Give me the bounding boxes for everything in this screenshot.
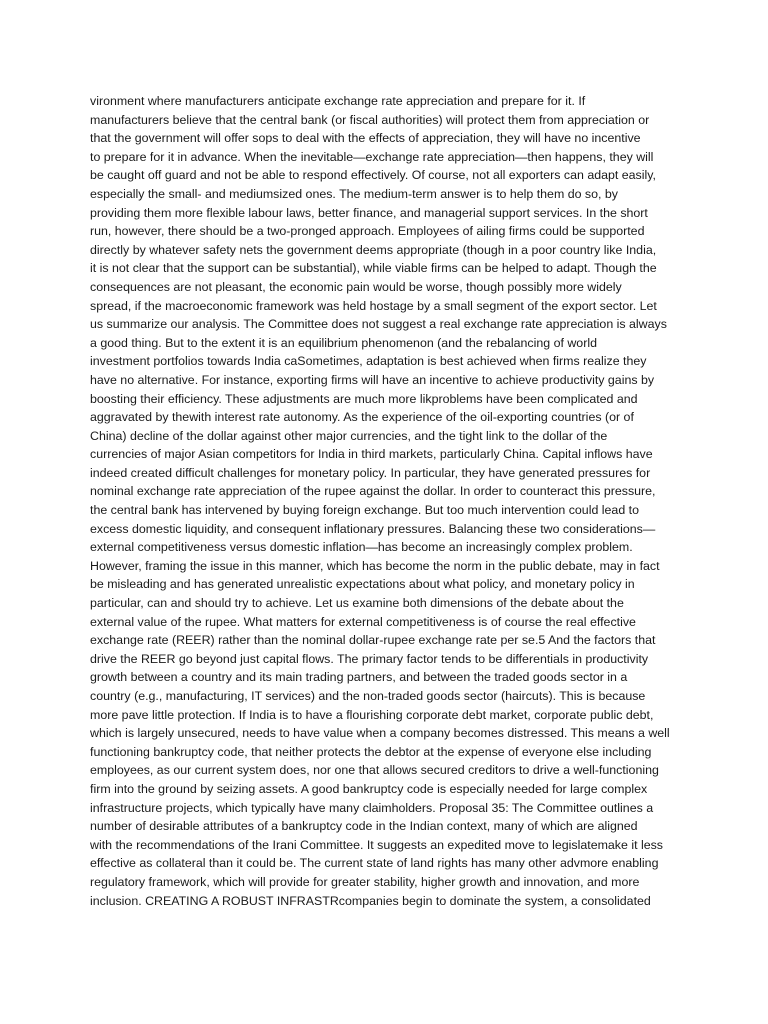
text-line: providing them more flexible labour laws, better finance, and managerial support services. In the short [90,205,648,220]
text-line: external value of the rupee. What matters for external competitiveness is of course the real effective [90,614,636,629]
text-line: which is largely unsecured, needs to have value when a company becomes distressed. This means a well [90,726,670,741]
text-line: nominal exchange rate appreciation of the rupee against the dollar. In order to counteract this pressure, [90,484,656,499]
text-line: be misleading and has generated unrealistic expectations about what policy, and monetary policy in [90,577,635,592]
text-line: investment portfolios towards India caSometimes, adaptation is best achieved when firms realize they [90,354,647,369]
text-line: country (e.g., manufacturing, IT services) and the non-traded goods sector (haircuts). This is because [90,689,646,703]
text-line: consequences are not pleasant, the economic pain would be worse, though possibly more widely [90,279,622,294]
text-line: more pave little protection. If India is to have a flourishing corporate debt market, corporate public debt, [90,707,654,722]
text-line: China) decline of the dollar against other major currencies, and the tight link to the dollar of the [90,428,608,443]
text-line: run, however, there should be a two-pronged approach. Employees of ailing firms could be supported [90,224,645,239]
text-line: the central bank has intervened by buying foreign exchange. But too much intervention could lead to [90,503,639,518]
text-line: a good thing. But to the extent it is an equilibrium phenomenon (and the rebalancing of world [90,335,597,350]
text-line: functioning bankruptcy code, that neither protects the debtor at the expense of everyone else including [90,744,652,759]
text-line: boosting their efficiency. These adjustments are much more likproblems have been complicated and [90,391,638,406]
text-line: directly by whatever safety nets the government deems appropriate (though in a poor country like India, [90,242,657,257]
text-line: it is not clear that the support can be substantial), while viable firms can be helped to adapt. Though the [90,261,657,276]
text-line: that the government will offer sops to deal with the effects of appreciation, they will have no incentive [90,131,641,146]
text-line: infrastructure projects, which typically have many claimholders. Proposal 35: The Committee outlines a [90,800,654,815]
text-line: inclusion. CREATING A ROBUST INFRASTRcompanies begin to dominate the system, a consolidated [90,893,651,908]
text-line: manufacturers believe that the central bank (or fiscal authorities) will protect them from appreciation or [90,112,650,127]
text-line: to prepare for it in advance. When the inevitable—exchange rate appreciation—then happens, they will [90,149,654,164]
text-line: aggravated by thewith interest rate autonomy. As the experience of the oil-exporting countries (or of [90,410,634,425]
text-line: employees, as our current system does, nor one that allows secured creditors to drive a well-functioning [90,763,659,778]
text-line: regulatory framework, which will provide for greater stability, higher growth and innovation, and more [90,874,640,889]
text-line: firm into the ground by seizing assets. A good bankruptcy code is especially needed for large complex [90,781,648,796]
text-line: number of desirable attributes of a bankruptcy code in the Indian context, many of which are aligned [90,819,638,834]
text-line: particular, can and should try to achieve. Let us examine both dimensions of the debate about the [90,596,624,611]
text-line: growth between a country and its main trading partners, and between the traded goods sector in a [90,670,628,685]
text-line: especially the small- and mediumsized ones. The medium-term answer is to help them do so, by [90,186,618,201]
text-line: external competitiveness versus domestic inflation—has become an increasingly complex problem. [90,540,633,555]
body-text [90,92,690,910]
text-line: be caught off guard and not be able to respond effectively. Of course, not all exporters can adapt easily, [90,168,656,183]
text-line: with the recommendations of the Irani Committee. It suggests an expedited move to legislatemake it less [90,837,664,852]
text-line: spread, if the macroeconomic framework was held hostage by a small segment of the export sector. Let [90,298,657,313]
text-line: effective as collateral than it could be. The current state of land rights has many other advmore enabling [90,856,659,871]
text-line: currencies of major Asian competitors for India in third markets, particularly China. Capital inflows have [90,447,653,462]
text-line: drive the REER go beyond just capital flows. The primary factor tends to be differentials in productivity [90,651,649,666]
text-line: have no alternative. For instance, exporting firms will have an incentive to achieve productivity gains by [90,372,655,387]
text-line: exchange rate (REER) rather than the nominal dollar-rupee exchange rate per se.5 And the factors that [90,633,656,648]
text-line: indeed created difficult challenges for monetary policy. In particular, they have generated pressures for [90,465,651,480]
text-line: vironment where manufacturers anticipate exchange rate appreciation and prepare for it. If [90,94,586,108]
text-line: However, framing the issue in this manner, which has become the norm in the public debate, may in fact [90,558,660,573]
text-line: excess domestic liquidity, and consequent inflationary pressures. Balancing these two considerations— [90,521,656,536]
text-line: us summarize our analysis. The Committee does not suggest a real exchange rate appreciation is always [90,317,667,332]
